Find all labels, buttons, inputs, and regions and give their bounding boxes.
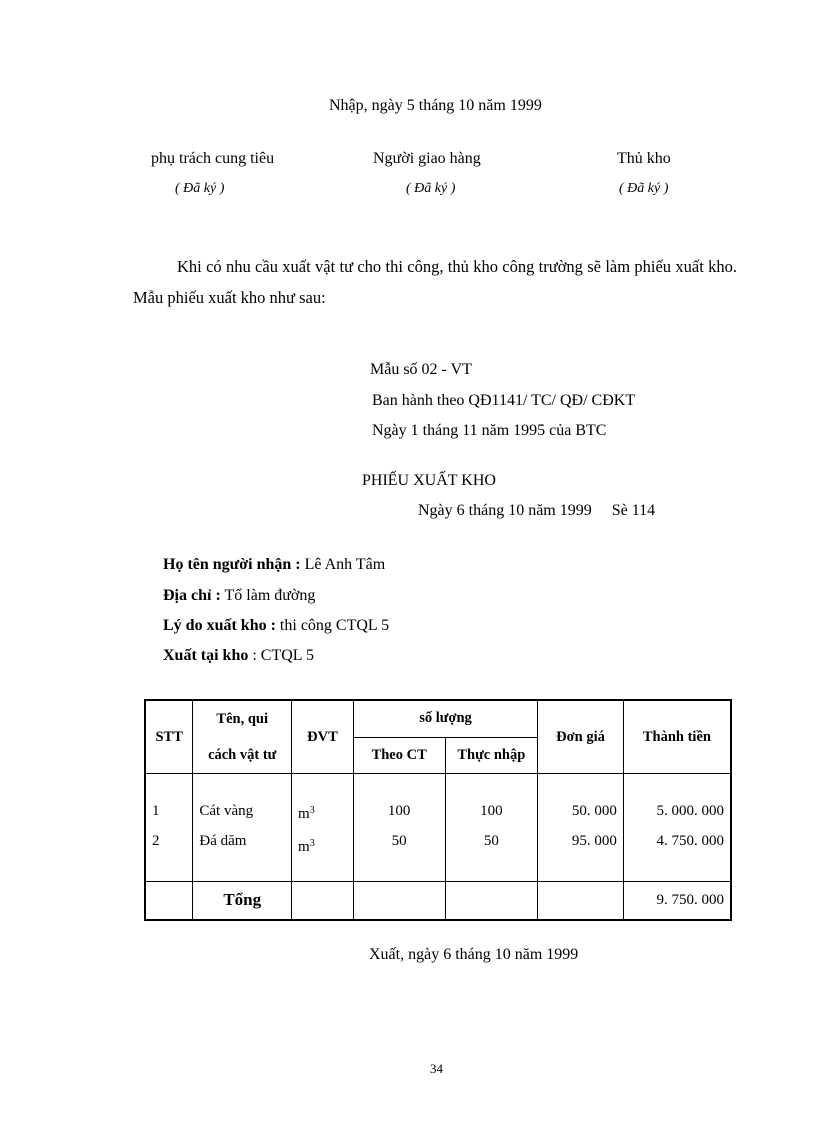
signature-status-supply: ( Đã ký ) (175, 181, 225, 196)
warehouse-label: Xuất tại kho (163, 647, 249, 664)
qty-plan-cell (353, 774, 445, 882)
recipient-value: Lê Anh Tâm (300, 556, 386, 573)
header-unit: ĐVT (292, 700, 354, 774)
row-2-amount: 4. 750. 000 (656, 833, 724, 849)
total-label: Tổng (193, 882, 292, 920)
header-item-name-line1: Tên, qui (216, 711, 268, 727)
signature-role-deliverer: Người giao hàng (373, 150, 481, 167)
total-empty-price (538, 882, 624, 920)
table-header-row (145, 700, 731, 737)
amount-cell (623, 774, 731, 882)
row-2-unit-exponent: 3 (309, 838, 315, 849)
row-1-actual: 100 (480, 803, 503, 819)
issue-slip-table (144, 699, 732, 921)
header-qty-plan: Theo CT (353, 737, 445, 773)
receipt-date: Nhập, ngày 5 tháng 10 năm 1999 (329, 97, 542, 114)
table-total-row (145, 882, 731, 920)
stt-cell (145, 774, 193, 882)
header-stt: STT (145, 700, 193, 774)
row-1-unit-exponent: 3 (309, 805, 315, 816)
total-amount: 9. 750. 000 (623, 882, 731, 920)
recipient-label: Họ tên người nhận : (163, 556, 301, 573)
qty-actual-cell (445, 774, 538, 882)
row-2-stt: 2 (152, 833, 160, 849)
slip-title: PHIẾU XUẤT KHO (362, 472, 496, 489)
header-unit-price: Đơn giá (538, 700, 624, 774)
row-1-stt: 1 (152, 803, 160, 819)
table-body-row (145, 774, 731, 882)
row-2-plan: 50 (391, 833, 407, 849)
intro-paragraph: Khi có nhu cầu xuất vật tư cho thi công, thủ kho công trường sẽ làm phiếu xuất kho. Mẫu phiếu xuất kho như sau: (133, 257, 737, 307)
row-2-unit-base: m (298, 839, 310, 855)
signature-role-storekeeper: Thủ kho (617, 150, 671, 167)
address-label: Địa chỉ : (163, 587, 221, 604)
signature-status-storekeeper: ( Đã ký ) (619, 181, 669, 196)
header-item-name-line2: cách vật tư (208, 747, 277, 763)
row-2-unit (298, 829, 353, 862)
issue-date: Xuất, ngày 6 tháng 10 năm 1999 (369, 946, 579, 963)
signature-status-deliverer: ( Đã ký ) (406, 181, 456, 196)
address-line (163, 587, 315, 605)
unit-price-cell (538, 774, 624, 882)
warehouse-value: : CTQL 5 (248, 647, 314, 664)
form-issued-date: Ngày 1 tháng 11 năm 1995 của BTC (372, 422, 607, 439)
address-value: Tổ làm đường (220, 587, 316, 604)
row-1-unit (298, 796, 353, 829)
row-1-unit-base: m (298, 806, 310, 822)
row-1-plan: 100 (387, 803, 411, 819)
row-2-name: Đá dăm (199, 833, 247, 849)
form-issued-by: Ban hành theo QĐ1141/ TC/ QĐ/ CĐKT (372, 392, 636, 409)
row-1-amount: 5. 000. 000 (656, 803, 724, 819)
header-quantity: số lượng (353, 700, 537, 737)
row-2-price: 95. 000 (571, 833, 617, 849)
reason-line (163, 617, 389, 635)
reason-value: thi công CTQL 5 (275, 617, 390, 634)
row-1-price: 50. 000 (571, 803, 617, 819)
row-2-actual: 50 (483, 833, 499, 849)
header-item-name (193, 700, 292, 774)
signature-role-supply: phụ trách cung tiêu (151, 150, 275, 167)
reason-label: Lý do xuất kho : (163, 617, 276, 634)
form-code: Mẫu số 02 - VT (370, 361, 472, 378)
header-qty-actual: Thực nhập (445, 737, 538, 773)
total-empty-stt (145, 882, 193, 920)
header-amount: Thành tiền (623, 700, 731, 774)
total-empty-unit (292, 882, 354, 920)
total-empty-plan (353, 882, 445, 920)
row-1-name: Cát vàng (199, 803, 254, 819)
page-number: 34 (430, 1061, 443, 1076)
item-name-cell (193, 774, 292, 882)
warehouse-line (163, 647, 314, 665)
total-empty-actual (445, 882, 538, 920)
recipient-line (163, 556, 385, 574)
slip-date-number: Ngày 6 tháng 10 năm 1999 Sè 114 (418, 502, 656, 519)
unit-cell (292, 774, 354, 882)
